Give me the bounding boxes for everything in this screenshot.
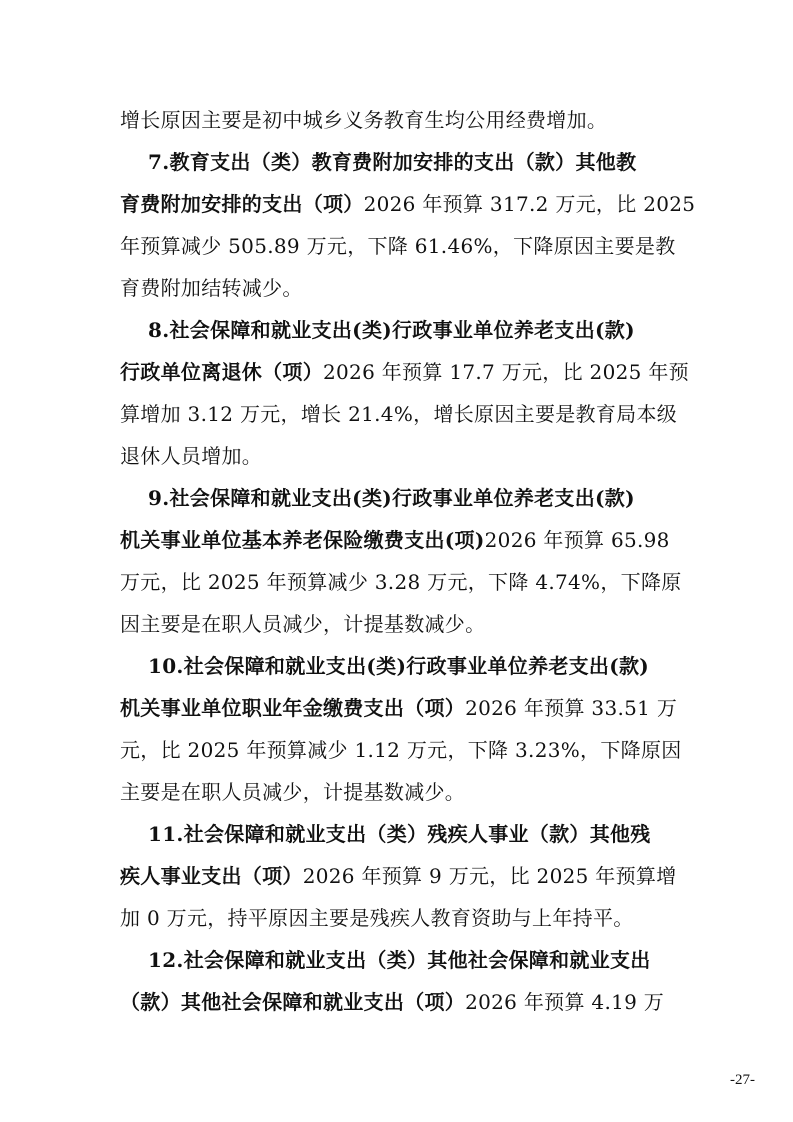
- text-line: 育费附加安排的支出（项）2026 年预算 317.2 万元，比 2025: [120, 192, 696, 216]
- text-line: 机关事业单位职业年金缴费支出（项）2026 年预算 33.51 万: [120, 696, 678, 720]
- text-line: 算增加 3.12 万元，增长 21.4%，增长原因主要是教育局本级: [120, 402, 678, 426]
- text-line: 因主要是在职人员减少，计提基数减少。: [120, 612, 486, 636]
- text-line: 行政单位离退休（项）2026 年预算 17.7 万元，比 2025 年预: [120, 360, 689, 384]
- text-line: 主要是在职人员减少，计提基数减少。: [120, 780, 466, 804]
- text-line: 机关事业单位基本养老保险缴费支出(项)2026 年预算 65.98: [120, 528, 670, 552]
- text-line: 疾人事业支出（项）2026 年预算 9 万元，比 2025 年预算增: [120, 864, 677, 888]
- text-line: 12.社会保障和就业支出（类）其他社会保障和就业支出: [148, 948, 651, 972]
- text-line: 11.社会保障和就业支出（类）残疾人事业（款）其他残: [148, 822, 651, 846]
- text-line: 元，比 2025 年预算减少 1.12 万元，下降 3.23%，下降原因: [120, 738, 682, 762]
- text-line: 7.教育支出（类）教育费附加安排的支出（款）其他教: [148, 150, 637, 174]
- text-line: 加 0 万元，持平原因主要是残疾人教育资助与上年持平。: [120, 906, 634, 930]
- text-line: 增长原因主要是初中城乡义务教育生均公用经费增加。: [120, 108, 608, 132]
- text-line: 退休人员增加。: [120, 444, 263, 468]
- text-line: 8.社会保障和就业支出(类)行政事业单位养老支出(款): [148, 318, 635, 342]
- text-line: 育费附加结转减少。: [120, 276, 303, 300]
- text-line: 10.社会保障和就业支出(类)行政事业单位养老支出(款): [148, 654, 650, 678]
- page-number: -27-: [730, 1072, 755, 1088]
- text-line: （款）其他社会保障和就业支出（项）2026 年预算 4.19 万: [120, 990, 665, 1014]
- text-line: 9.社会保障和就业支出(类)行政事业单位养老支出(款): [148, 486, 635, 510]
- text-line: 年预算减少 505.89 万元，下降 61.46%，下降原因主要是教: [120, 234, 676, 258]
- text-line: 万元，比 2025 年预算减少 3.28 万元，下降 4.74%，下降原: [120, 570, 682, 594]
